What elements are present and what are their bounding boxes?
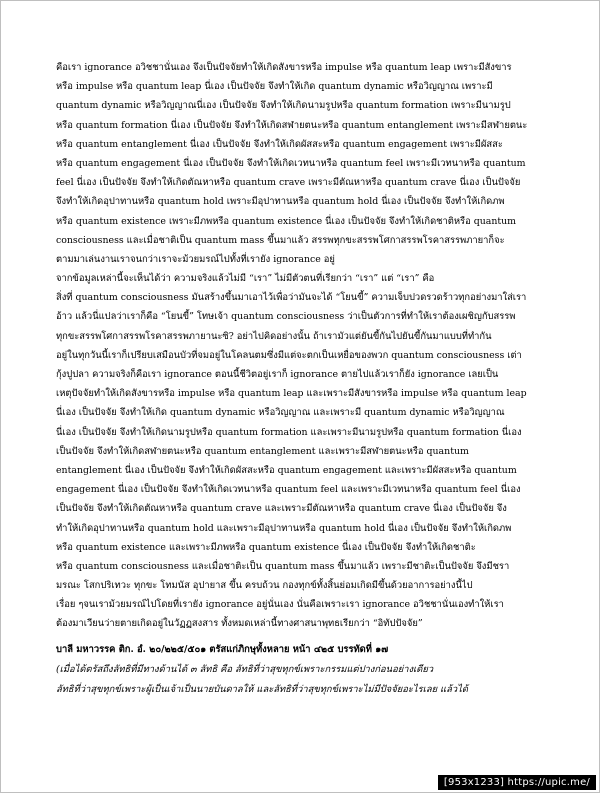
image-host-watermark: [953x1233] https://upic.me/	[438, 775, 596, 790]
text-line: เรื่อย ๆจนเราม้วยมรณ์ไปโดยที่เรายัง ignorance อยู่นั่นเอง นั่นคือเพราะเรา ignorance อวิชชานั่นเองทำให้เรา	[56, 599, 504, 611]
text-line: entanglement นี่เอง เป็นปัจจัย จึงทำให้เกิดผัสสะหรือ quantum engagement และเพราะมีผัสสะหรือ quantum	[56, 464, 517, 476]
text-line: จากข้อมูลเหล่านี้จะเห็นได้ว่า ความจริงแล้วไม่มี “เรา” ไม่มีตัวตนที่เรียกว่า “เรา” แต่ “เรา” คือ	[56, 273, 435, 285]
text-line: เป็นปัจจัย จึงทำให้เกิดตัณหาหรือ quantum crave และเพราะมีตัณหาหรือ quantum crave นี่เอง เป็นปัจจัย จึง	[56, 503, 507, 515]
text-line: จึงทำให้เกิดอุปาทานหรือ quantum hold เพราะมีอุปาทานหรือ quantum hold นี่เอง เป็นปัจจัย จึงทำให้เกิดภพ	[56, 196, 505, 208]
text-line: คือเรา ignorance อวิชชานั่นเอง จึงเป็นปัจจัยทำให้เกิดสังขารหรือ impulse หรือ quantum leap เพราะมีสังขาร	[56, 62, 512, 73]
text-line: feel นี่เอง เป็นปัจจัย จึงทำให้เกิดตัณหาหรือ quantum crave เพราะมีตัณหาหรือ quantum crave นี่เอง เป็นปัจจัย	[56, 177, 521, 189]
text-line: หรือ impulse หรือ quantum leap นี่เอง เป็นปัจจัย จึงทำให้เกิด quantum dynamic หรือวิญญาณ เพราะมี	[56, 81, 493, 93]
text-line: quantum dynamic หรือวิญญาณนี่เอง เป็นปัจจัย จึงทำให้เกิดนามรูปหรือ quantum formation เพราะมีนามรูป	[56, 100, 511, 112]
reference-note: ลัทธิที่ว่าสุขทุกข์เพราะผู้เป็นเจ้าเป็นนายบันดาลให้ และลัทธิที่ว่าสุขทุกข์เพราะไม่มีปัจจัยอะไรเลย แล้วได้	[56, 683, 468, 695]
text-line: engagement นี่เอง เป็นปัจจัย จึงทำให้เกิดเวทนาหรือ quantum feel และเพราะมีเวทนาหรือ quantum feel นี่เอง	[56, 484, 521, 496]
text-line: อ้าว แล้วนี่แปลว่าเราก็คือ “โยนขี้” โทษเจ้า quantum consciousness ว่าเป็นตัวการที่ทำให้เราต้องเผชิญกับสรรพ	[56, 311, 516, 323]
text-line: หรือ quantum consciousness และเมื่อชาติะเป็น quantum mass ขึ้นมาแล้ว เพราะมีชาติะเป็นปัจจัย จึงมีชรา	[56, 560, 510, 572]
text-line: นี่เอง เป็นปัจจัย จึงทำให้เกิดนามรูปหรือ quantum formation และเพราะมีนามรูปหรือ quantum formation นี่เอง	[56, 426, 522, 438]
scripture-reference: บาลี มหาวรรค ติก. อํ. ๒๐/๒๒๕/๕๐๑ ตรัสแก่ภิกษุทั้งหลาย หน้า ๔๒๕ บรรทัดที่ ๑๗	[56, 643, 389, 655]
text-line: สิ่งที่ quantum consciousness มันสร้างขึ้นมาเอาไว้เพื่อว่ามันจะได้ “โยนขี้” ความเจ็บปวดรวดร้าวทุกอย่างมาใส่เรา	[56, 292, 527, 304]
text-line: หรือ quantum existence เพราะมีภพหรือ quantum existence นี่เอง เป็นปัจจัย จึงทำให้เกิดชาติหรือ quantum	[56, 215, 517, 227]
text-line: หรือ quantum engagement นี่เอง เป็นปัจจัย จึงทำให้เกิดเวทนาหรือ quantum feel เพราะมีเวทนาหรือ quantum	[56, 157, 526, 169]
text-line: นี่เอง เป็นปัจจัย จึงทำให้เกิด quantum dynamic หรือวิญญาณ และเพราะมี quantum dynamic หรือวิญญาณ	[56, 407, 505, 419]
text-line: หรือ quantum existence และเพราะมีภพหรือ quantum existence นี่เอง เป็นปัจจัย จึงทำให้เกิดชาติะ	[56, 541, 476, 553]
text-line: consciousness และเมื่อชาติเป็น quantum mass ขึ้นมาแล้ว สรรพทุกขะสรรพโศกาสรรพโรคาสรรพภายาก็จะ	[56, 234, 505, 246]
text-line: ทุกขะสรรพโศกาสรรพโรคาสรรพภายานะซิ? อย่าไปคิดอย่างนั้น ถ้าเรามัวแต่ยันขี้กันไปยันขี้กันมาแบบที่ทำกัน	[56, 330, 492, 342]
text-line: อยู่ในทุกวันนี้เราก็เปรียบเสมือนบัวที่จมอยู่ในโคลนตมซึ่งมีแต่จะตกเป็นเหยื่อของพวก quantum consciousness เต่า	[56, 349, 522, 361]
text-line: ตามมาเล่นงานเราจนกว่าเราจะม้วยมรณ์ไปทั้งที่เรายัง ignorance อยู่	[56, 253, 335, 265]
document-body	[56, 58, 546, 700]
text-line: กุ้งปูปลา ความจริงก็คือเรา ignorance ตอนนี้ชีวิตอยู่เราก็ ignorance ตายไปแล้วเราก็ยัง ignorance เลยเป็น	[56, 369, 499, 380]
text-line: หรือ quantum formation นี่เอง เป็นปัจจัย จึงทำให้เกิดสฬายตนะหรือ quantum entanglement เพราะมีสฬายตนะ	[56, 119, 528, 131]
text-line: มรณะ โสกปริเทวะ ทุกขะ โทมนัส อุปายาส ขึ้น ครบถ้วน กองทุกข์ทั้งสิ้นย่อมเกิดมีขึ้นด้วยอาการอย่างนี้ไป	[56, 580, 473, 592]
text-line: หรือ quantum entanglement นี่เอง เป็นปัจจัย จึงทำให้เกิดผัสสะหรือ quantum engagement เพราะมีผัสสะ	[56, 138, 503, 150]
text-line: ต้องมาเวียนว่ายตายเกิดอยู่ในวัฏฏสงสาร ทั้งหมดเหล่านี้ทางศาสนาพุทธเรียกว่า “อิทัปปัจจัย”	[56, 618, 423, 630]
text-line: เหตุปัจจัยทำให้เกิดสังขารหรือ impulse หรือ quantum leap และเพราะมีสังขารหรือ impulse หรือ quantum leap	[56, 388, 527, 400]
text-line: เป็นปัจจัย จึงทำให้เกิดสฬายตนะหรือ quantum entanglement และเพราะมีสฬายตนะหรือ quantum	[56, 445, 469, 457]
text-line: ทำให้เกิดอุปาทานหรือ quantum hold และเพราะมีอุปาทานหรือ quantum hold นี่เอง เป็นปัจจัย จึงทำให้เกิดภพ	[56, 522, 512, 534]
reference-note: (เมื่อได้ตรัสถึงลัทธิที่มีทางด้านได้ ๓ ลัทธิ คือ ลัทธิที่ว่าสุขทุกข์เพราะกรรมแต่ปางก่อนอย่างเดียว	[56, 663, 434, 675]
